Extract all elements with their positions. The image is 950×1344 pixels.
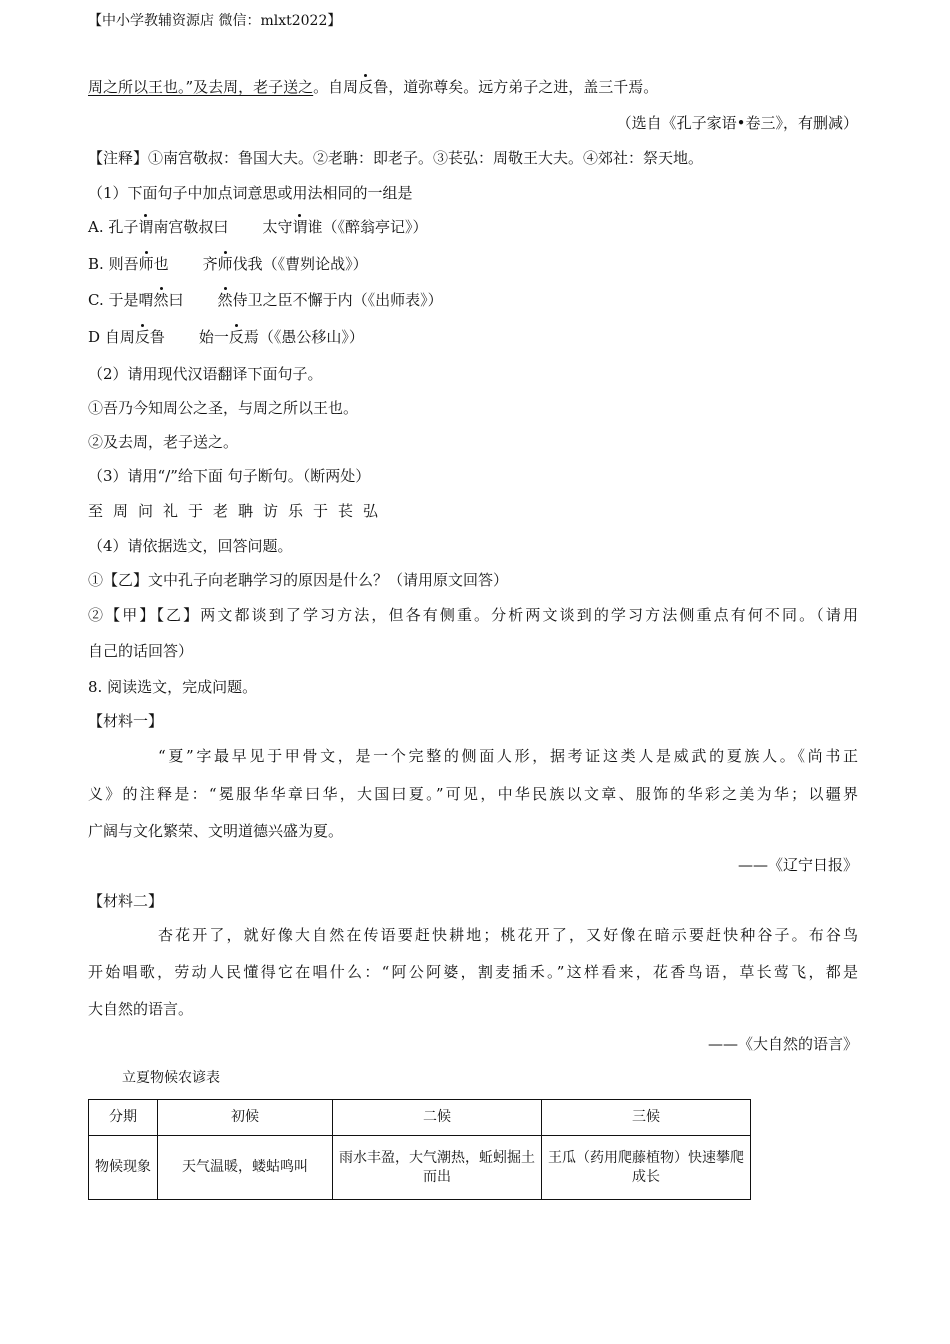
table-row-label: 物候现象 (89, 1136, 158, 1200)
table-header-cell: 分期 (89, 1100, 158, 1136)
option-label: D (88, 328, 101, 346)
option-label: A. (88, 218, 104, 236)
passage-text-before: 。自周 (313, 78, 359, 96)
option-b-part-1: 则吾师也 (108, 255, 169, 273)
material-2-line-2: 开始唱歌，劳动人民懂得它在唱什么：“阿公阿婆，割麦插禾。”这样看来，花香鸟语，草长莺飞，都是 (88, 963, 858, 981)
table-cell: 王瓜（药用爬藤植物）快速攀爬成长 (542, 1136, 751, 1200)
phenology-table (88, 1099, 751, 1200)
annotation-notes: 【注释】①南宫敬叔：鲁国大夫。②老聃：即老子。③苌弘：周敬王大夫。④郊社：祭天地。 (88, 149, 704, 167)
table-header-cell: 二候 (333, 1100, 542, 1136)
passage-text-after: 鲁，道弥尊矣。远方弟子之进，盖三千焉。 (373, 78, 659, 96)
material-1-source: ——《辽宁日报》 (737, 856, 858, 874)
q8-title: 8. 阅读选文，完成问题。 (88, 678, 258, 696)
option-label: C. (88, 291, 104, 309)
option-c-part-1: 于是喟然曰 (108, 291, 184, 309)
option-d-part-1: 自周反鲁 (104, 328, 165, 346)
material-1-label: 【材料一】 (88, 712, 164, 730)
option-b-part-2: 齐师伐我（《曹刿论战》） (202, 255, 368, 273)
table-header-cell: 初候 (158, 1100, 333, 1136)
table-header-row (89, 1100, 751, 1136)
q1-option-c (88, 290, 443, 310)
material-1-line-3: 广阔与文化繁荣、文明道德兴盛为夏。 (88, 822, 344, 840)
q1-option-d (88, 327, 364, 347)
option-label: B. (88, 255, 104, 273)
material-1-line-1: “夏”字最早见于甲骨文，是一个完整的侧面人形，据考证这类人是威武的夏族人。《尚书正 (158, 747, 858, 765)
table-caption: 立夏物候农谚表 (122, 1070, 220, 1086)
material-2-line-3: 大自然的语言。 (88, 1000, 194, 1018)
table-header-cell: 三候 (542, 1100, 751, 1136)
table-row (89, 1136, 751, 1200)
option-a-part-2: 太守谓谁（《醉翁亭记》） (262, 218, 428, 236)
material-1-line-2: 义》的注释是：“冕服华华章曰华，大国曰夏。”可见，中华民族以文章、服饰的华彩之美为华；以疆界 (88, 785, 858, 803)
q4-prompt: （4）请依据选文，回答问题。 (88, 537, 293, 555)
q3-prompt: （3）请用“/”给下面 句子断句。（断两处） (88, 467, 371, 485)
material-2-line-1: 杏花开了，就好像大自然在传语要赶快耕地；桃花开了，又好像在暗示要赶快种谷子。布谷鸟 (158, 926, 858, 944)
dotted-word: 反 (358, 78, 374, 96)
table-cell: 天气温暖，蝼蛄鸣叫 (158, 1136, 333, 1200)
q4-sub-2-line-2: 自己的话回答） (88, 642, 194, 660)
underlined-sentence: 周之所以王也。”及去周，老子送之 (88, 78, 314, 96)
q4-sub-1: ①【乙】文中孔子向老聃学习的原因是什么？（请用原文回答） (88, 571, 509, 589)
q1-option-b (88, 254, 368, 274)
passage-source: （选自《孔子家语•卷三》，有删减） (616, 114, 858, 132)
q1-option-a (88, 217, 427, 237)
q2-prompt: （2）请用现代汉语翻译下面句子。 (88, 365, 323, 383)
header-watermark-note: 【中小学教辅资源店 微信：mlxt2022】 (88, 13, 342, 29)
option-a-part-1: 孔子谓南宫敬叔曰 (108, 218, 229, 236)
material-2-source: ——《大自然的语言》 (707, 1035, 858, 1053)
q3-sentence: 至周问礼于老聃访乐于苌弘 (88, 502, 389, 520)
q4-sub-2-line-1: ②【甲】【乙】两文都谈到了学习方法，但各有侧重。分析两文谈到的学习方法侧重点有何不同。（请用 (88, 606, 858, 624)
q1-prompt: （1）下面句子中加点词意思或用法相同的一组是 (88, 184, 413, 202)
table-cell: 雨水丰盈，大气潮热，蚯蚓掘土而出 (333, 1136, 542, 1200)
q2-sentence-2: ②及去周，老子送之。 (88, 433, 239, 451)
passage-end-line (88, 77, 658, 97)
q2-sentence-1: ①吾乃今知周公之圣，与周之所以王也。 (88, 399, 359, 417)
material-2-label: 【材料二】 (88, 892, 164, 910)
option-d-part-2: 始一反焉（《愚公移山》） (198, 328, 364, 346)
option-c-part-2: 然侍卫之臣不懈于内（《出师表》） (217, 291, 443, 309)
